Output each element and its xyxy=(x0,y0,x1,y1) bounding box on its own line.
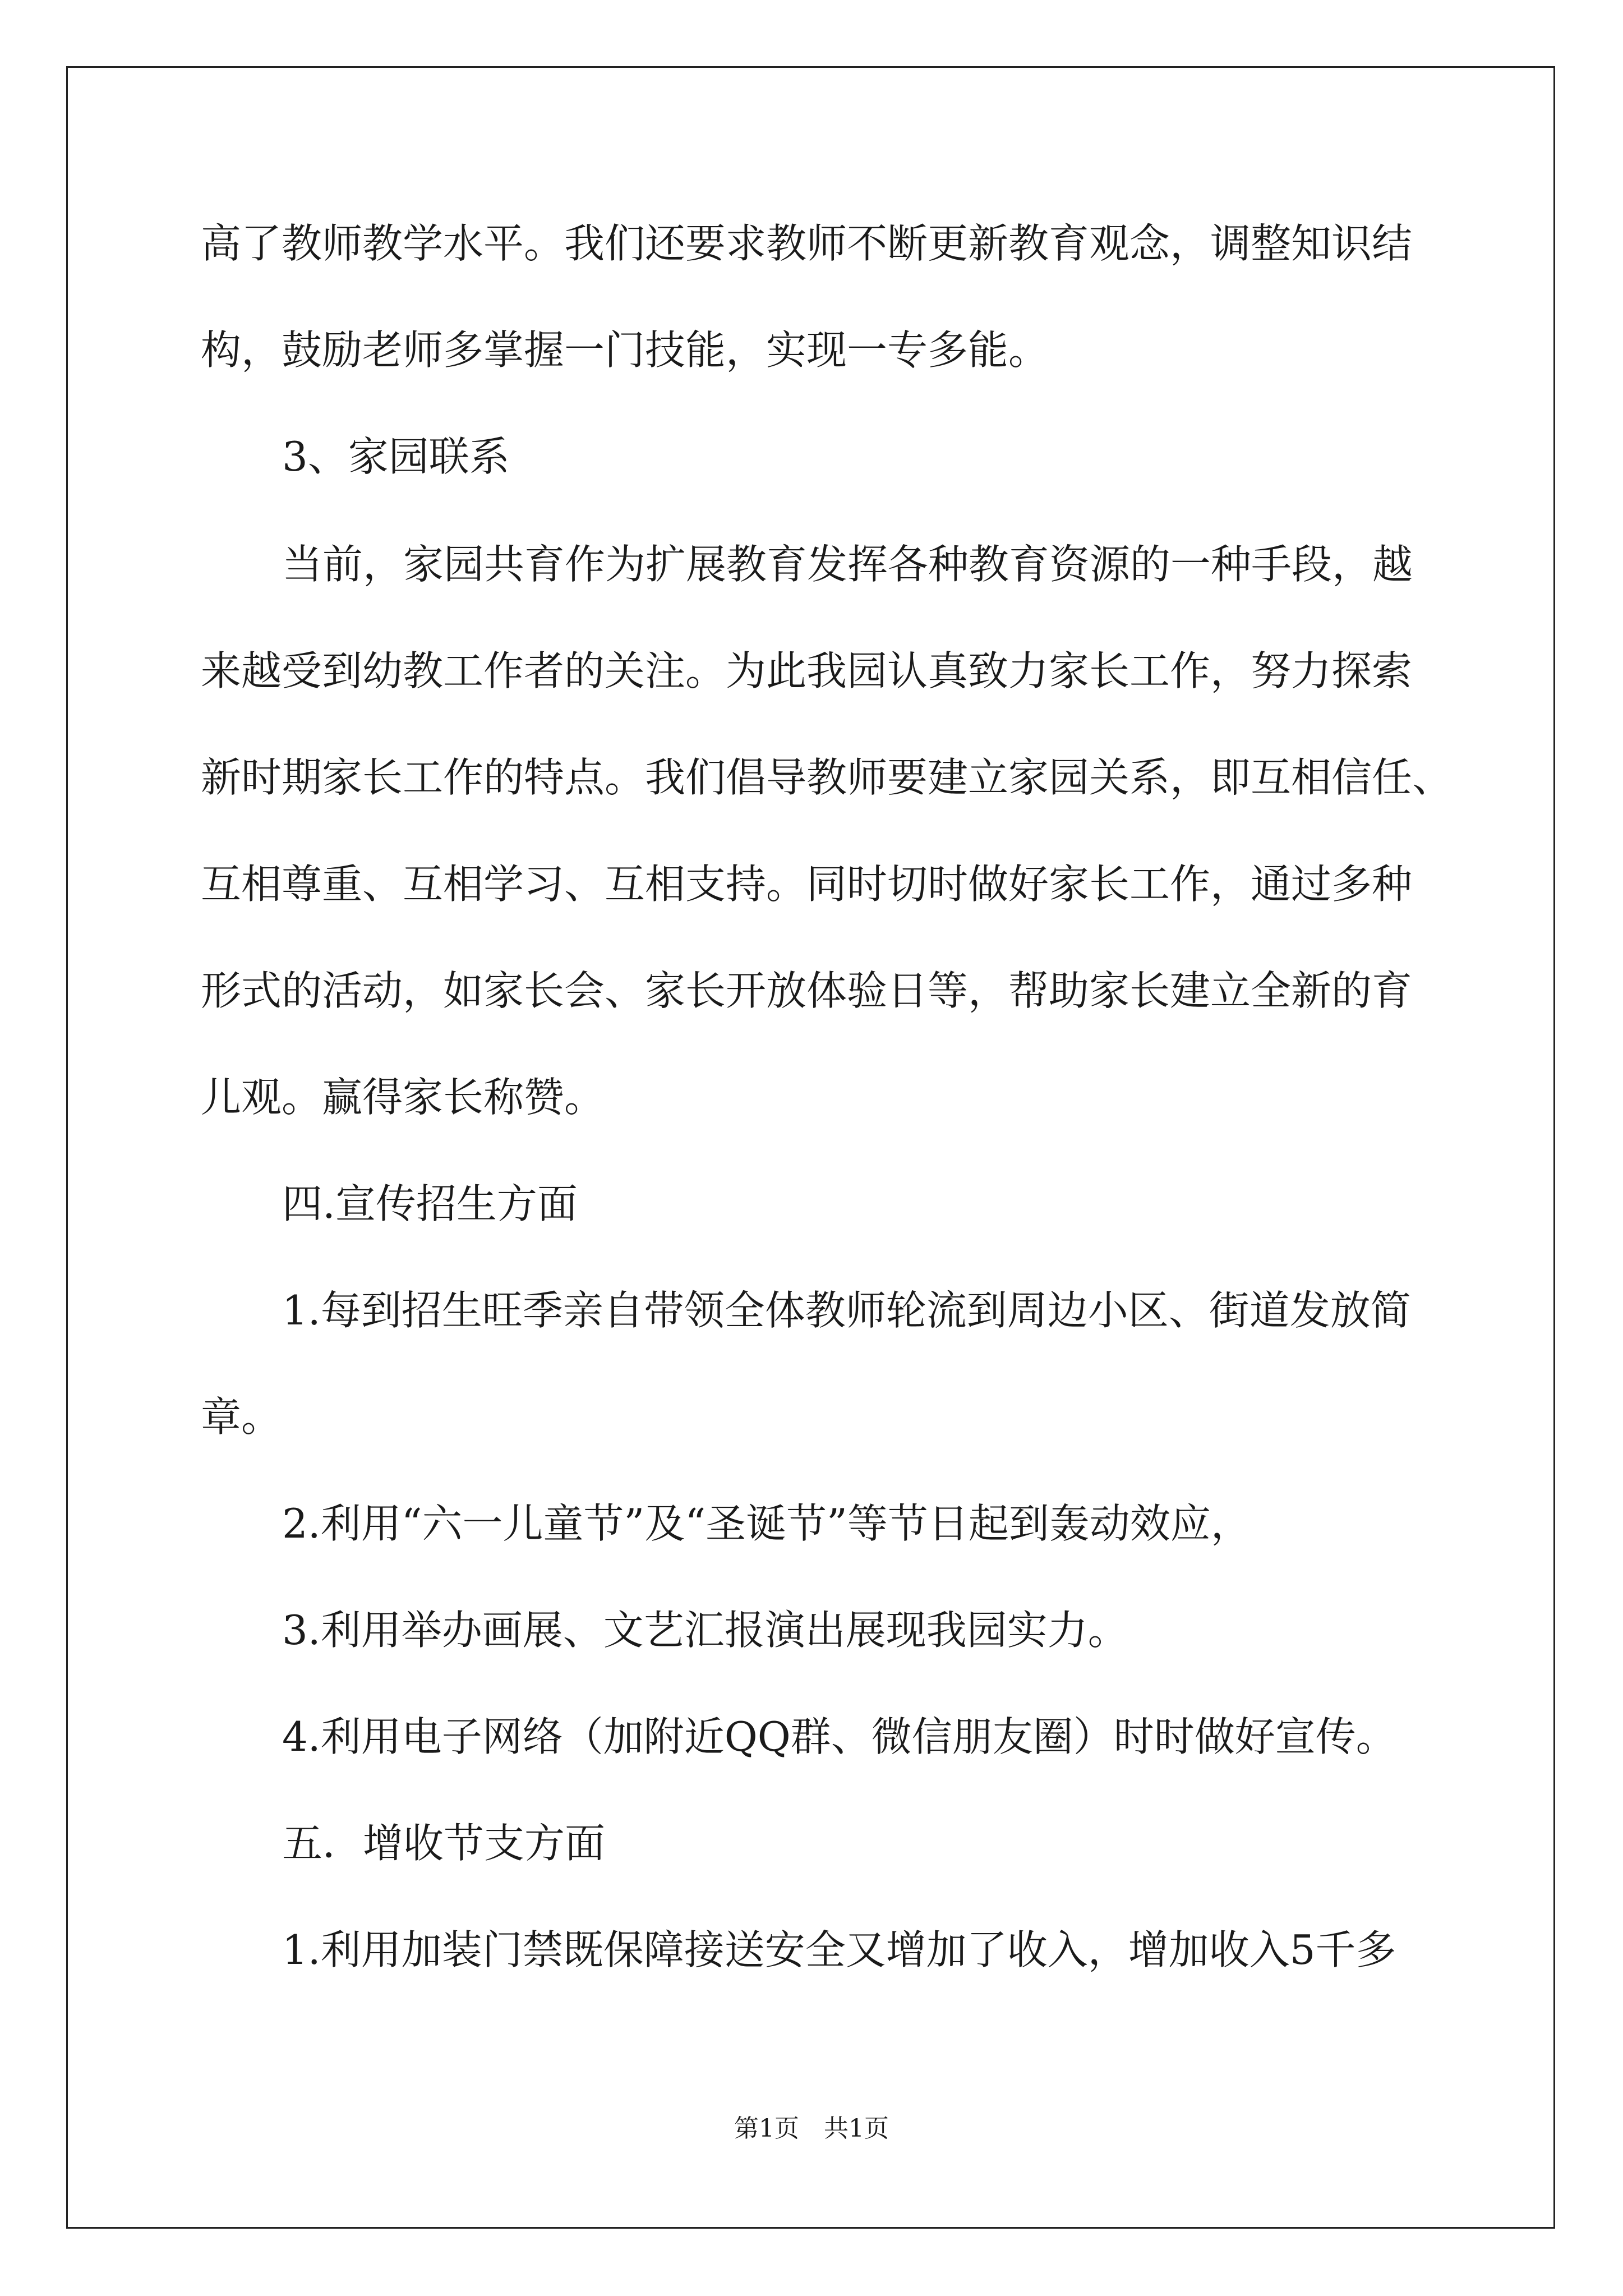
paragraph-line: 来越受到幼教工作者的关注。为此我园认真致力家长工作，努力探索 xyxy=(201,647,1413,694)
list-item: 2.利用“六一儿童节”及“圣诞节”等节日起到轰动效应， xyxy=(282,1500,1251,1547)
page-number-footer: 第1页 共1页 xyxy=(734,2114,889,2143)
section-heading: 3、家园联系 xyxy=(282,433,510,480)
paragraph-line: 形式的活动，如家长会、家长开放体验日等，帮助家长建立全新的育 xyxy=(201,967,1413,1014)
page-border xyxy=(66,66,1555,2229)
section-heading: 四.宣传招生方面 xyxy=(282,1180,578,1227)
paragraph-line: 新时期家长工作的特点。我们倡导教师要建立家园关系，即互相信任、 xyxy=(201,754,1453,801)
list-item: 1.每到招生旺季亲自带领全体教师轮流到周边小区、街道发放简 xyxy=(282,1287,1411,1334)
list-item: 3.利用举办画展、文艺汇报演出展现我园实力。 xyxy=(282,1607,1128,1654)
paragraph-line: 当前，家园共育作为扩展教育发挥各种教育资源的一种手段，越 xyxy=(282,541,1413,588)
paragraph-line: 互相尊重、互相学习、互相支持。同时切时做好家长工作，通过多种 xyxy=(201,861,1413,908)
paragraph-line: 构，鼓励老师多掌握一门技能，实现一专多能。 xyxy=(201,326,1049,374)
list-item: 1.利用加装门禁既保障接送安全又增加了收入，增加收入5千多 xyxy=(282,1926,1396,1973)
list-item: 4.利用电子网络（加附近QQ群、微信朋友圈）时时做好宣传。 xyxy=(282,1713,1396,1760)
section-heading: 五．增收节支方面 xyxy=(282,1820,606,1867)
list-item-continuation: 章。 xyxy=(201,1393,282,1441)
paragraph-line: 高了教师教学水平。我们还要求教师不断更新教育观念，调整知识结 xyxy=(201,220,1413,267)
paragraph-line: 儿观。赢得家长称赞。 xyxy=(201,1074,605,1121)
